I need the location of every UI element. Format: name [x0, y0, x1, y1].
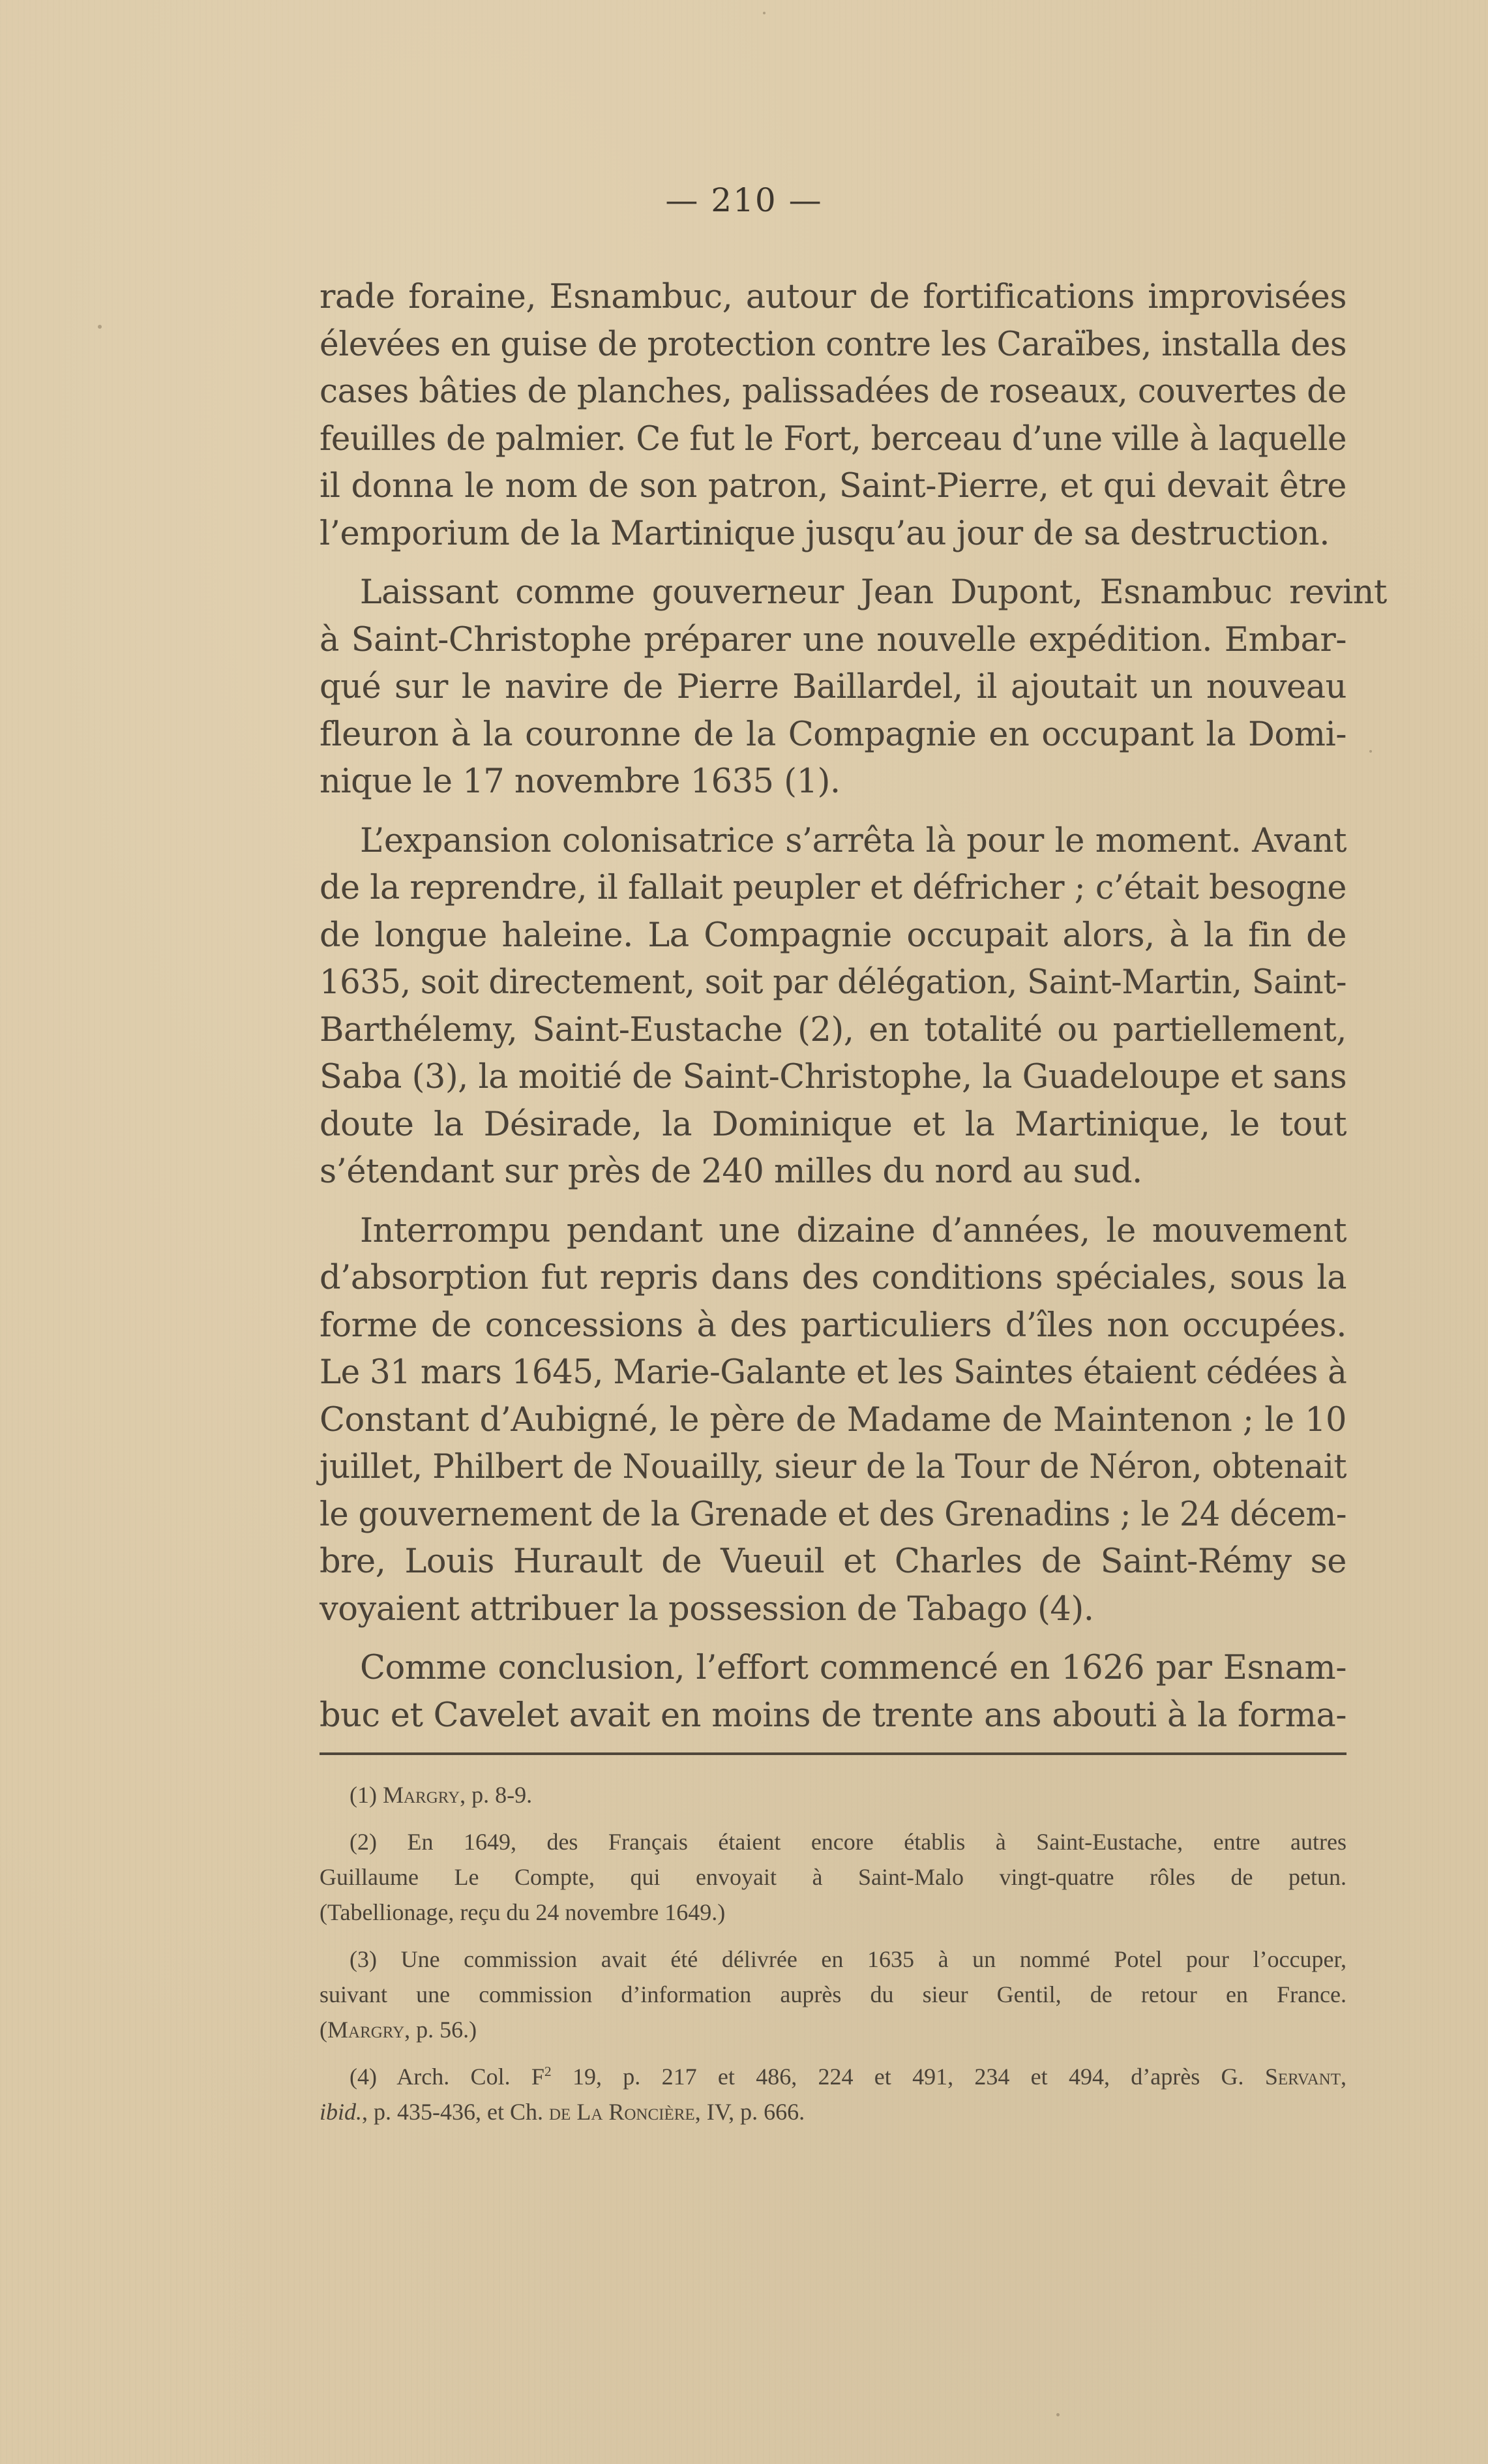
paper-speck	[98, 325, 102, 329]
text-line: qué sur le navire de Pierre Baillardel, il ajoutait un nouveau	[320, 668, 1347, 706]
paragraph	[320, 274, 1347, 558]
text-line: Comme conclusion, l’effort commencé en 1626 par Esnam-	[360, 1649, 1347, 1687]
footnotes	[320, 1777, 1347, 2129]
text-line: de longue haleine. La Compagnie occupait alors, à la fin de	[320, 916, 1347, 955]
text-line: s’étendant sur près de 240 milles du nord au sud.	[320, 1152, 1142, 1191]
text-line: doute la Désirade, la Dominique et la Martinique, le tout	[320, 1105, 1347, 1144]
text-line: Laissant comme gouverneur Jean Dupont, Esnambuc revint	[359, 573, 1387, 612]
footnote-line	[320, 2059, 1347, 2094]
text-line: Saba (3), la moitié de Saint-Christophe, la Guadeloupe et sans	[320, 1058, 1347, 1096]
ibid-text: ibid.	[320, 2099, 363, 2125]
footnote-line	[320, 2012, 1347, 2047]
text-line: fleuron à la couronne de la Compagnie en occupant la Domi-	[320, 715, 1347, 754]
paper-speck	[1056, 2413, 1060, 2416]
author-name: Margry	[327, 2017, 405, 2043]
paper-speck	[763, 12, 766, 14]
footnote-mark: (1)	[350, 1782, 377, 1808]
superscript: 2	[544, 2064, 552, 2079]
text-line: bre, Louis Hurault de Vueuil et Charles de Saint-Rémy se	[320, 1542, 1347, 1581]
text-line: Barthélemy, Saint-Eustache (2), en totalité ou partiellement,	[320, 1010, 1347, 1049]
footnote-line	[320, 2094, 1347, 2129]
author-name: de La Roncière	[549, 2099, 695, 2125]
footnote-line: suivant une commission d’information auprès du sieur Gentil, de retour en France.	[320, 1981, 1347, 2007]
text-line: buc et Cavelet avait en moins de trente ans abouti à la forma-	[320, 1696, 1347, 1735]
text-line: élevées en guise de protection contre les Caraïbes, installa des	[320, 325, 1347, 364]
body-text	[320, 274, 1387, 1739]
footnote-text: , p. 435-436, et Ch.	[362, 2099, 549, 2125]
text-line: juillet, Philbert de Nouailly, sieur de la Tour de Néron, obtenait	[320, 1448, 1347, 1486]
footnote-text: (	[320, 2017, 327, 2043]
text-line: il donna le nom de son patron, Saint-Pierre, et qui devait être	[320, 467, 1347, 505]
footnote-1	[320, 1777, 1347, 1812]
footnote-separator	[320, 1752, 1347, 1755]
author-name: Margry	[382, 1782, 460, 1808]
footnote-line	[320, 1777, 1347, 1812]
author-name: Servant	[1264, 2064, 1341, 2090]
footnote-line: (2) En 1649, des Français étaient encore établis à Saint-Eustache, entre autres	[350, 1829, 1347, 1855]
footnote-text: 19, p. 217 et 486, 224 et 491, 234 et 494, d’après G.	[551, 2064, 1265, 2090]
text-line: Interrompu pendant une dizaine d’années, le mouvement	[360, 1211, 1347, 1250]
footnote-3	[320, 1942, 1347, 2047]
footnote-2	[320, 1824, 1347, 1930]
footnote-line: (3) Une commission avait été délivrée en 1635 à un nommé Potel pour l’occuper,	[350, 1946, 1347, 1972]
text-line: 1635, soit directement, soit par délégation, Saint-Martin, Saint-	[320, 963, 1347, 1002]
text-line: forme de concessions à des particuliers d’îles non occupées.	[320, 1306, 1347, 1345]
paragraph	[320, 818, 1347, 1196]
text-line: Le 31 mars 1645, Marie-Galante et les Saintes étaient cédées à	[320, 1353, 1347, 1392]
footnote-line: (Tabellionage, reçu du 24 novembre 1649.)	[320, 1899, 726, 1925]
footnote-text: , p. 56.)	[404, 2017, 477, 2043]
text-line: à Saint-Christophe préparer une nouvelle expédition. Embar-	[320, 620, 1347, 659]
footnote-text: , IV, p. 666.	[694, 2099, 805, 2125]
footnote-text: , p. 8-9.	[460, 1782, 533, 1808]
text-line: voyaient attribuer la possession de Tabago (4).	[320, 1589, 1094, 1629]
text-line: rade foraine, Esnambuc, autour de fortifications improvisées	[320, 278, 1347, 316]
page-number: — 210 —	[665, 181, 823, 219]
text-line: le gouvernement de la Grenade et des Grenadins ; le 24 décem-	[320, 1495, 1347, 1534]
text-line: nique le 17 novembre 1635 (1).	[320, 762, 841, 801]
paragraph	[320, 1645, 1347, 1739]
text-line: L’expansion colonisatrice s’arrêta là pour le moment. Avant	[360, 821, 1347, 860]
paragraph	[320, 1208, 1347, 1634]
footnote-line: Guillaume Le Compte, qui envoyait à Saint-Malo vingt-quatre rôles de petun.	[320, 1864, 1347, 1890]
paper-speck	[1369, 750, 1372, 753]
footnote-text: (4) Arch. Col. F	[350, 2064, 544, 2090]
text-line: cases bâties de planches, palissadées de roseaux, couvertes de	[320, 372, 1347, 411]
paragraph	[320, 569, 1387, 806]
footnote-text: ,	[1341, 2064, 1347, 2090]
text-line: l’emporium de la Martinique jusqu’au jour de sa destruction.	[320, 514, 1330, 553]
text-line: d’absorption fut repris dans des conditions spéciales, sous la	[320, 1259, 1347, 1297]
text-line: de la reprendre, il fallait peupler et défricher ; c’était besogne	[320, 869, 1347, 907]
text-line: feuilles de palmier. Ce fut le Fort, berceau d’une ville à laquelle	[320, 419, 1347, 458]
footnote-4	[320, 2059, 1347, 2129]
text-line: Constant d’Aubigné, le père de Madame de Maintenon ; le 10	[320, 1400, 1347, 1439]
